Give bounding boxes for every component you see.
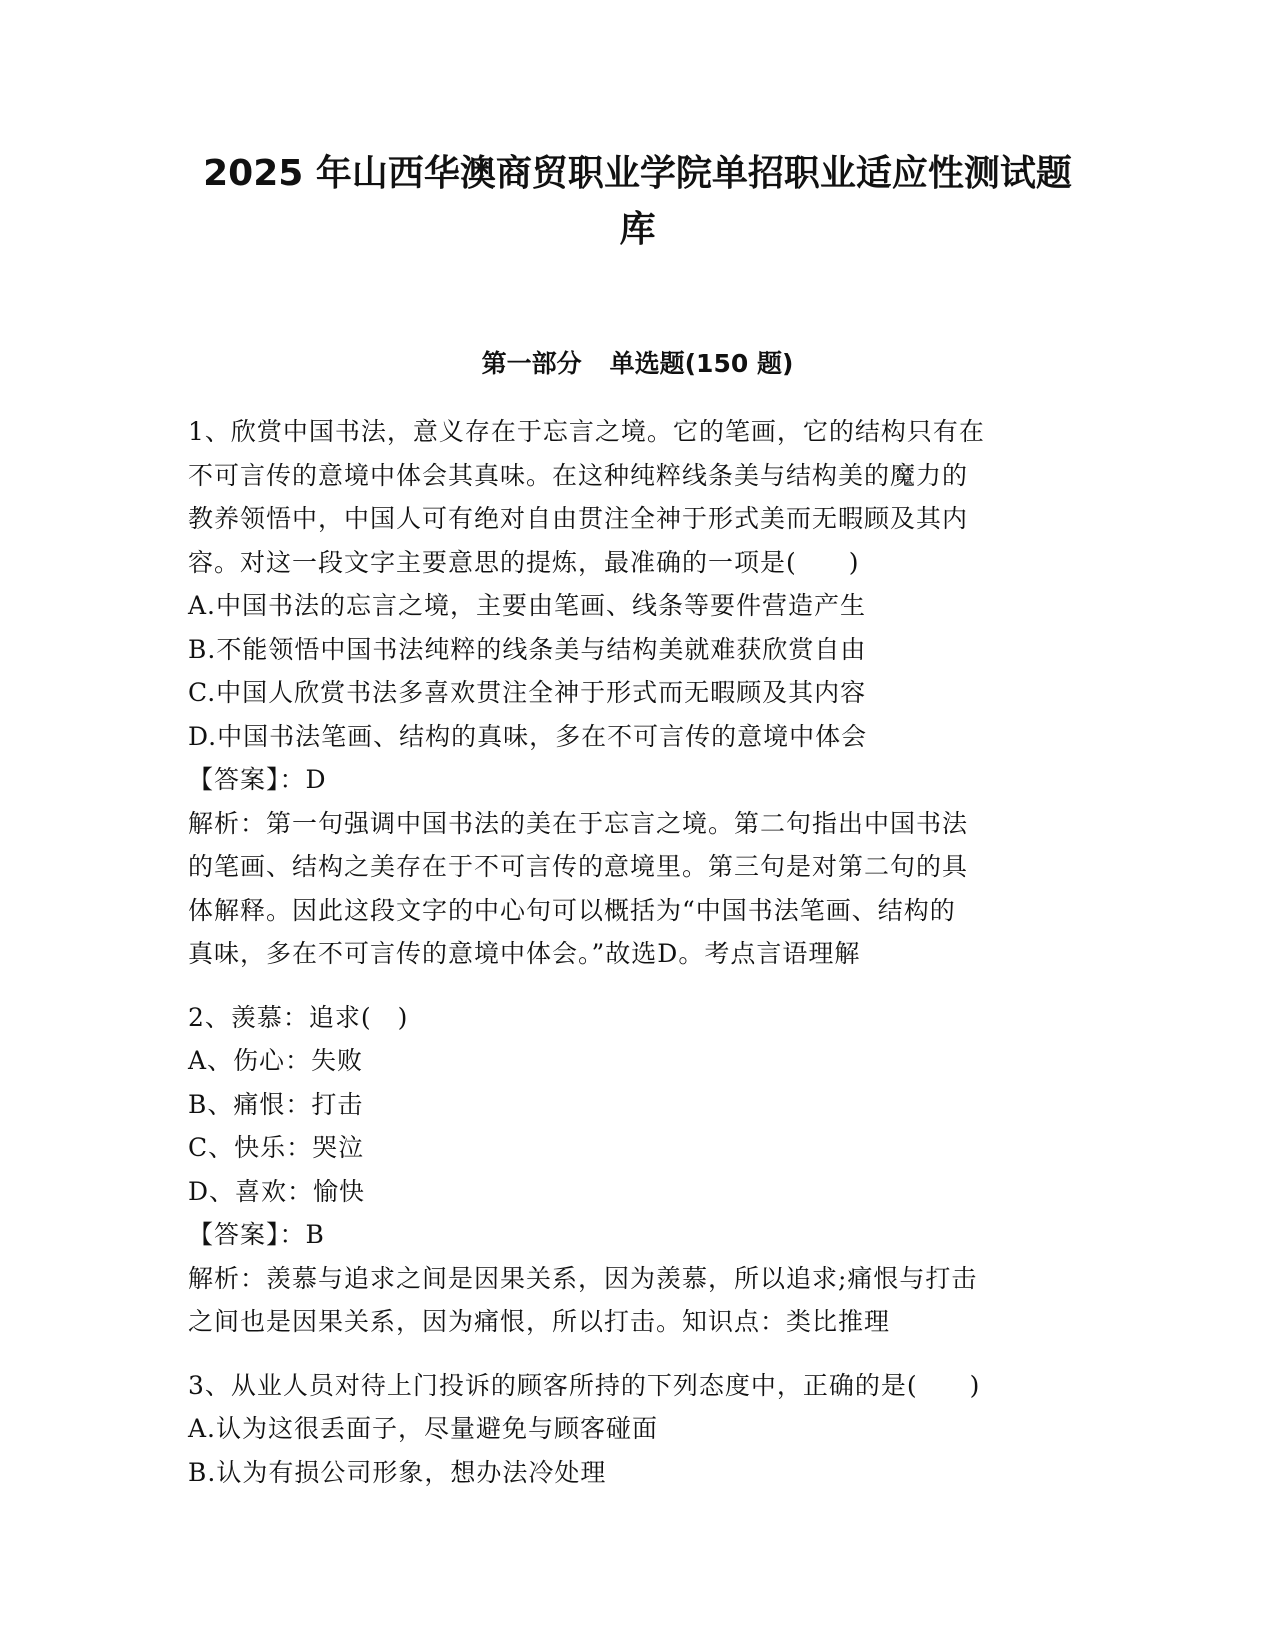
question-stem-line: 3、从业人员对待上门投诉的顾客所持的下列态度中，正确的是( )	[188, 1370, 981, 1400]
option-d: D.中国书法笔画、结构的真味，多在不可言传的意境中体会	[188, 721, 868, 751]
analysis-line: 解析：第一句强调中国书法的美在于忘言之境。第二句指出中国书法	[188, 808, 969, 838]
option-d: D、喜欢：愉快	[188, 1176, 366, 1206]
analysis-line: 真味，多在不可言传的意境中体会。”故选D。考点言语理解	[188, 939, 861, 968]
question-stem-line: 容。对这一段文字主要意思的提炼，最准确的一项是( )	[188, 547, 860, 577]
option-b: B、痛恨：打击	[188, 1089, 364, 1119]
answer-label: 【答案】：B	[188, 1220, 325, 1249]
title-line-1: 2025 年山西华澳商贸职业学院单招职业适应性测试题	[203, 153, 1072, 194]
question-list	[188, 410, 1088, 1514]
analysis-line: 解析：羡慕与追求之间是因果关系，因为羡慕，所以追求;痛恨与打击	[188, 1263, 978, 1293]
analysis-line: 的笔画、结构之美存在于不可言传的意境里。第三句是对第二句的具	[188, 852, 969, 881]
section-heading-part: 第一部分	[481, 349, 582, 378]
title-line-2: 库	[619, 209, 656, 250]
question-stem-line: 教养领悟中，中国人可有绝对自由贯注全神于形式美而无暇顾及其内	[188, 504, 969, 533]
analysis-line: 体解释。因此这段文字的中心句可以概括为“中国书法笔画、结构的	[188, 895, 956, 925]
option-b: B.认为有损公司形象，想办法冷处理	[188, 1457, 607, 1487]
option-a: A.认为这很丢面子，尽量避免与顾客碰面	[188, 1414, 659, 1443]
section-heading	[150, 346, 1125, 382]
question-stem-line: 不可言传的意境中体会其真味。在这种纯粹线条美与结构美的魔力的	[188, 460, 969, 490]
question-stem-line: 1、欣赏中国书法，意义存在于忘言之境。它的笔画，它的结构只有在	[188, 417, 985, 446]
answer-label: 【答案】：D	[188, 765, 327, 794]
section-heading-type: 单选题(150 题)	[609, 349, 794, 378]
question-3	[188, 1364, 1088, 1495]
option-c: C.中国人欣赏书法多喜欢贯注全神于形式而无暇顾及其内容	[188, 678, 867, 707]
option-a: A、伤心：失败	[188, 1046, 364, 1075]
analysis-line: 之间也是因果关系，因为痛恨，所以打击。知识点：类比推理	[188, 1307, 891, 1336]
option-b: B.不能领悟中国书法纯粹的线条美与结构美就难获欣赏自由	[188, 634, 867, 664]
question-2	[188, 996, 1088, 1344]
option-a: A.中国书法的忘言之境，主要由笔画、线条等要件营造产生	[188, 591, 867, 620]
document-title	[150, 146, 1125, 258]
question-1	[188, 410, 1088, 976]
option-c: C、快乐：哭泣	[188, 1133, 365, 1162]
question-stem-line: 2、羡慕：追求( )	[188, 1002, 409, 1032]
